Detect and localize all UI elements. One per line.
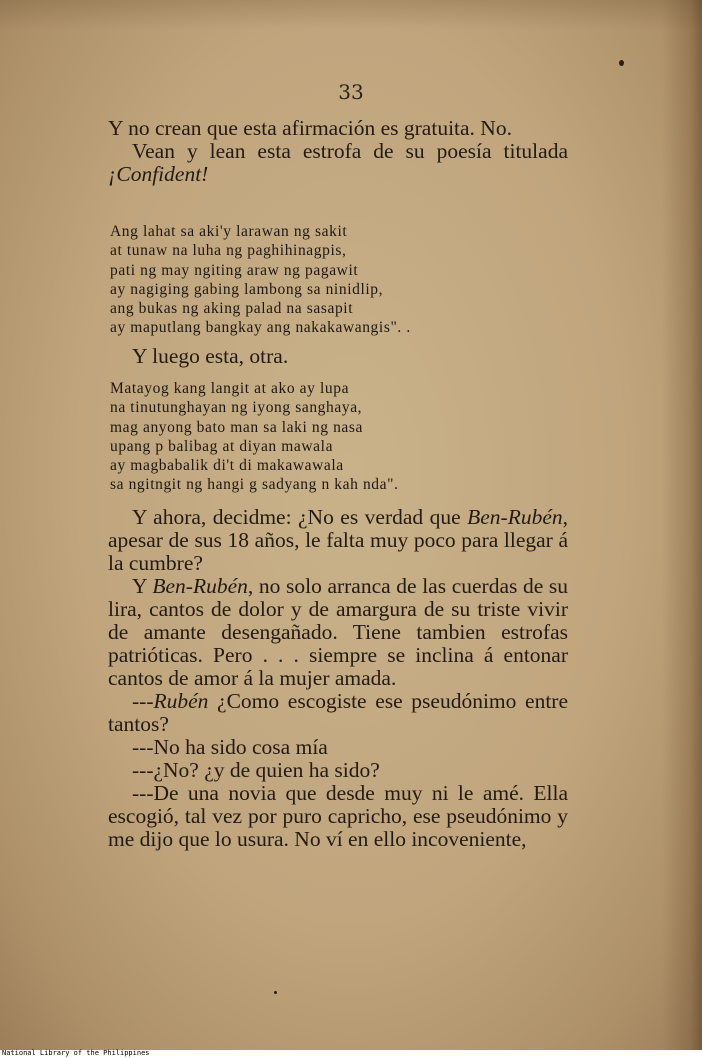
dialog-line-3: ---¿No? ¿y de quien ha sido? <box>132 758 380 782</box>
verse-line: ang bukas ng aking palad na sasapit <box>110 300 354 318</box>
paragraph-2-text-end: , no solo arranca de las cuerdas de su lira, cantos de dolor y de amargura de su triste vivir de amante desengañado. Tiene tambien estrofas patrióticas. Pero . . . siempre se inclina á entonar cantos de amor á la mujer amada. <box>108 574 569 690</box>
verse-line: sa ngitngit ng hangi g sadyang n kah nda". <box>110 476 399 494</box>
author-name: Rubén <box>153 689 209 713</box>
verse-line: na tinutunghayan ng iyong sanghaya, <box>110 399 363 417</box>
verse-block-2 <box>110 379 399 495</box>
dialog-line-4: ---De una novia que desde muy ni le amé. Ella escogió, tal vez por puro capricho, ese pseudónimo y me dijo que lo usura. No ví en ello incoveniente, <box>108 781 568 851</box>
verse-line: pati ng may ngiting araw ng pagawit <box>110 261 359 279</box>
verse-line: ay maputlang bangkay ang nakakawangis". . <box>110 319 411 337</box>
page-number: 33 <box>338 80 364 104</box>
verse-line: ay nagiging gabing lambong sa ninidlip, <box>110 280 384 298</box>
intro-text: Vean y lean esta estrofa de su poesía titulada <box>132 139 568 163</box>
dialog-1-text: ¿Como escogiste ese pseudónimo entre tantos? <box>108 689 568 736</box>
transition-line: Y luego esta, otra. <box>132 344 289 368</box>
verse-line: ay magbabalik di't di makawawala <box>110 457 344 475</box>
paragraph-2-text: Y <box>132 574 153 598</box>
library-credit: National Library of the Philippines <box>2 1049 150 1057</box>
intro-paragraph <box>108 117 568 186</box>
verse-line: mag anyong bato man sa laki ng nasa <box>110 418 364 436</box>
footer-strip <box>0 1050 702 1058</box>
intro-line-2 <box>108 140 568 186</box>
author-name: Ben-Rubén <box>152 574 248 598</box>
paragraph-1-text-end: , apesar de sus 18 años, le falta muy poco para llegar á la cumbre? <box>108 505 568 575</box>
author-name: Ben-Rubén <box>467 505 563 529</box>
ink-speck <box>619 60 624 66</box>
ink-speck <box>274 991 277 994</box>
verse-line: upang p balibag at diyan mawala <box>110 437 334 455</box>
verse-line: Ang lahat sa aki'y larawan ng sakit <box>110 223 348 240</box>
dialog-line-1 <box>108 690 568 736</box>
dialog-dash: --- <box>132 689 154 713</box>
dialog-line-2: ---No ha sido cosa mía <box>132 735 328 759</box>
verse-line: at tunaw na luha ng paghihinagpis, <box>110 242 347 260</box>
paragraph-1-text: Y ahora, decidme: ¿No es verdad que <box>132 505 468 529</box>
poem-title: ¡Confident! <box>108 162 209 186</box>
paragraph-1 <box>108 506 568 575</box>
verse-line: Matayog kang langit at ako ay lupa <box>110 380 350 397</box>
paragraph-2 <box>108 575 568 690</box>
intro-line-1: Y no crean que esta afirmación es gratuita. No. <box>108 116 512 140</box>
verse-block-1 <box>110 222 411 338</box>
transition-paragraph <box>108 345 568 368</box>
main-text <box>108 506 568 851</box>
